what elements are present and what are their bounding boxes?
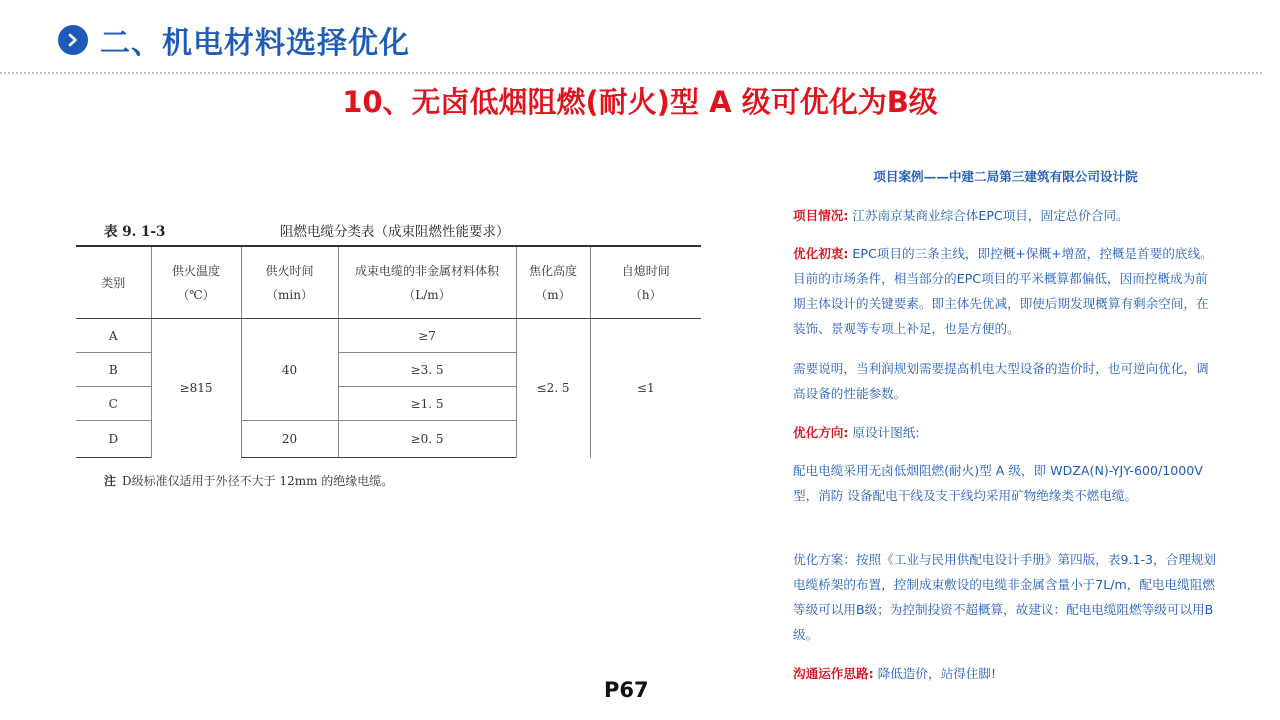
section-header — [58, 18, 410, 62]
header-cell: 类别 — [76, 246, 151, 319]
time-cell: 20 — [241, 421, 338, 458]
char-height-cell: ≤2. 5 — [516, 319, 590, 458]
cable-classification-table — [76, 245, 701, 458]
volume-cell: ≥3. 5 — [338, 353, 516, 387]
table-row — [76, 319, 701, 353]
category-cell: A — [76, 319, 151, 353]
category-cell: D — [76, 421, 151, 458]
direction-paragraph — [793, 420, 1218, 445]
header-cell: 成束电缆的非金属材料体积 （L/m） — [338, 246, 516, 319]
original-design-paragraph: 配电电缆采用无卤低烟阻燃(耐火)型 A 级，即 WDZA(N)-YJY-600/1000V 型，消防 设备配电干线及支干线均采用矿物绝缘类不燃电缆。 — [793, 463, 1203, 503]
header-cell: 供火温度 （℃） — [151, 246, 241, 319]
situation-label: 项目情况: — [793, 208, 849, 223]
slide-subtitle: 10、无卤低烟阻燃(耐火)型 A 级可优化为B级 — [342, 85, 938, 119]
situation-paragraph — [793, 203, 1218, 228]
note-text: D级标准仅适用于外径不大于 12mm 的绝缘电缆。 — [122, 474, 394, 488]
communication-label: 沟通运作思路: — [793, 666, 874, 681]
optimization-plan-paragraph: 优化方案：按照《工业与民用供配电设计手册》第四版，表9.1-3，合理规划电缆桥架的布置，控制成束敷设的电缆非金属含量小于7L/m，配电电缆阻燃等级可以用B级；为控制投资不超概算，故建议：配电电缆阻燃等级可以用B级。 — [793, 552, 1216, 642]
header-cell: 自熄时间 （h） — [590, 246, 701, 319]
volume-cell: ≥0. 5 — [338, 421, 516, 458]
self-extinguish-cell: ≤1 — [590, 319, 701, 458]
volume-cell: ≥1. 5 — [338, 387, 516, 421]
intent-label: 优化初衷: — [793, 246, 849, 261]
case-title: 项目案例——中建二局第三建筑有限公司设计院 — [873, 169, 1138, 184]
temperature-cell: ≥815 — [151, 319, 241, 458]
communication-text: 降低造价，站得住脚! — [873, 666, 997, 681]
direction-text: 原设计图纸: — [848, 425, 920, 440]
situation-text: 江苏南京某商业综合体EPC项目，固定总价合同。 — [848, 208, 1129, 223]
table-note — [104, 472, 393, 489]
page-number: P67 — [604, 678, 649, 702]
category-cell: C — [76, 387, 151, 421]
direction-label: 优化方向: — [793, 425, 849, 440]
category-cell: B — [76, 353, 151, 387]
communication-paragraph — [793, 661, 1218, 686]
intent-text: EPC项目的三条主线，即控概+保概+增盈，控概是首要的底线。目前的市场条件，相当部分的EPC项目的平米概算都偏低，因而控概成为前期主体设计的关键要素。即主体先优减，即使后期发现概算有剩余空间，在装饰、景观等专项上补足，也是方便的。 — [793, 246, 1213, 336]
table-number: 表 9. 1-3 — [104, 224, 166, 240]
dotted-divider — [0, 72, 1262, 74]
table-name: 阻燃电缆分类表（成束阻燃性能要求） — [280, 224, 510, 240]
chevron-right-icon — [58, 25, 88, 55]
note-label: 注 — [104, 474, 117, 488]
time-cell: 40 — [241, 319, 338, 421]
table-header-row — [76, 246, 701, 319]
header-cell: 焦化高度 （m） — [516, 246, 590, 319]
volume-cell: ≥7 — [338, 319, 516, 353]
section-title: 二、机电材料选择优化 — [100, 26, 410, 61]
header-cell: 供火时间 （min） — [241, 246, 338, 319]
intent-paragraph — [793, 241, 1218, 341]
explain-paragraph: 需要说明，当利润规划需要提高机电大型设备的造价时，也可逆向优化，调高设备的性能参数。 — [793, 361, 1209, 401]
